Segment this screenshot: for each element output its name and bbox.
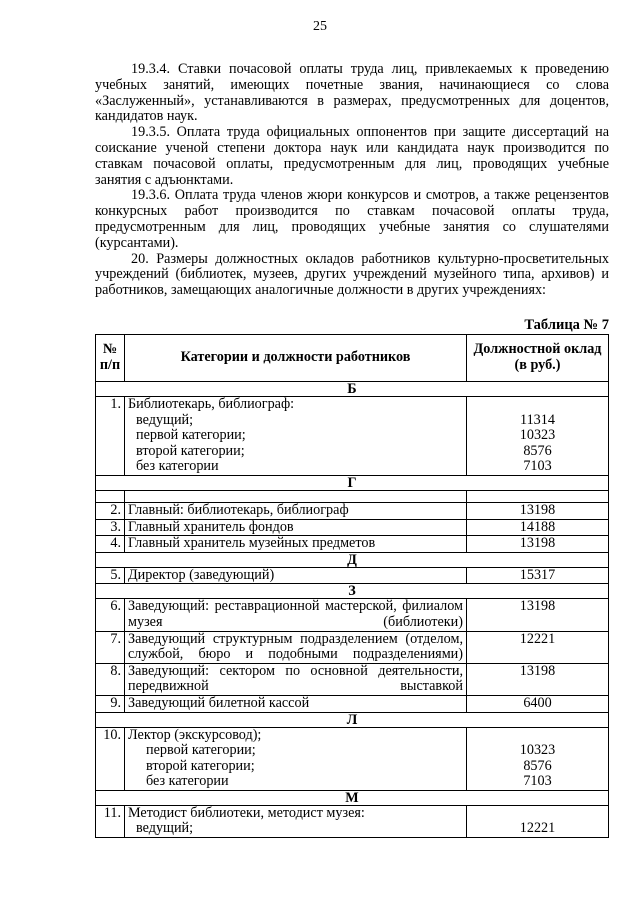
- table-row: [96, 631, 609, 663]
- row-subcategory: первой категории;: [146, 742, 256, 759]
- section-letter: Д: [96, 552, 609, 567]
- salary-value: 11314: [520, 411, 555, 428]
- row-salary: 13198: [467, 502, 609, 519]
- row-number: 5.: [96, 567, 125, 584]
- row-category: [125, 727, 467, 790]
- salary-table: [95, 334, 609, 838]
- row-subcategory: второй категории;: [146, 757, 255, 774]
- paragraph-19-3-6: 19.3.6. Оплата труда членов жюри конкурсов и смотров, а также рецензентов конкурсных работ производится по ставкам почасовой оплаты труда, предусмотренным для лиц, проводящих учебные занятия со слушателями (курсантами).: [95, 187, 609, 251]
- section-row: [96, 584, 609, 599]
- table-row: [96, 695, 609, 712]
- section-row: [96, 790, 609, 805]
- header-salary: Должностной оклад (в руб.): [467, 335, 609, 382]
- salary-value: 10323: [519, 427, 556, 444]
- body-text: [95, 62, 609, 299]
- page-number: 25: [313, 19, 327, 34]
- row-salary: [467, 727, 609, 790]
- row-subcategory: без категории: [146, 773, 229, 790]
- row-category: [125, 663, 467, 695]
- row-category: [125, 397, 467, 476]
- row-subcategory: второй категории;: [136, 442, 245, 459]
- section-letter: М: [96, 790, 609, 805]
- row-category: Главный: библиотекарь, библиограф: [125, 502, 467, 519]
- table-row: [96, 599, 609, 631]
- row-number: 4.: [96, 536, 125, 553]
- salary-value: 12221: [519, 820, 556, 837]
- row-category: Директор (заведующий): [125, 567, 467, 584]
- row-salary: 13198: [467, 599, 609, 631]
- row-salary: 13198: [467, 663, 609, 695]
- row-number: 10.: [96, 727, 125, 790]
- salary-value: 7103: [523, 773, 552, 790]
- table-row: [96, 519, 609, 536]
- section-row: [96, 552, 609, 567]
- row-number: 1.: [96, 397, 125, 476]
- row-category: Главный хранитель музейных предметов: [125, 536, 467, 553]
- row-title: Заведующий: сектором по основной деятельности, передвижной выставкой: [128, 662, 463, 695]
- row-number: 7.: [96, 631, 125, 663]
- salary-value: 8576: [523, 757, 552, 774]
- row-category: Заведующий билетной кассой: [125, 695, 467, 712]
- salary-value: 7103: [523, 458, 552, 475]
- row-number: 6.: [96, 599, 125, 631]
- row-title: Заведующий: реставрационной мастерской, филиалом музея (библиотеки): [128, 598, 463, 630]
- row-title: Методист библиотеки, методист музея:: [128, 804, 365, 821]
- row-salary: 13198: [467, 536, 609, 553]
- section-row: [96, 712, 609, 727]
- row-salary: [467, 397, 609, 476]
- paragraph-19-3-4: 19.3.4. Ставки почасовой оплаты труда лиц, привлекаемых к проведению учебных занятий, имеющих почетные звания, начинающиеся со слова «Заслуженный», устанавливаются в размерах, предусмотренных для доцентов, кандидатов наук.: [95, 61, 609, 125]
- section-letter: Г: [96, 475, 609, 490]
- paragraph-19-3-5: 19.3.5. Оплата труда официальных оппонентов при защите диссертаций на соискание ученой степени доктора наук или кандидата наук производится по ставкам почасовой оплаты, предусмотренным для лиц, проводящих учебные занятия с адъюнктами.: [95, 124, 609, 188]
- section-row: [96, 382, 609, 397]
- row-subcategory: первой категории;: [136, 427, 246, 444]
- row-salary: 12221: [467, 631, 609, 663]
- salary-value: 10323: [519, 742, 556, 759]
- table-row: [96, 663, 609, 695]
- row-category: [125, 631, 467, 663]
- row-number: 11.: [96, 805, 125, 837]
- section-letter: Л: [96, 712, 609, 727]
- table-row: [96, 727, 609, 790]
- row-subcategory: без категории: [136, 458, 219, 475]
- row-salary: 6400: [467, 695, 609, 712]
- row-category: [125, 805, 467, 837]
- section-letter: Б: [96, 382, 609, 397]
- row-title: Лектор (экскурсовод);: [128, 726, 262, 743]
- salary-value: 8576: [523, 442, 552, 459]
- row-subcategory: ведущий;: [136, 411, 194, 428]
- row-category: [125, 599, 467, 631]
- row-subcategory: ведущий;: [136, 820, 194, 837]
- table-row: [96, 567, 609, 584]
- row-number: 9.: [96, 695, 125, 712]
- row-title: Библиотекарь, библиограф:: [128, 396, 295, 412]
- table-row: [96, 805, 609, 837]
- row-salary: [467, 805, 609, 837]
- section-letter: З: [96, 584, 609, 599]
- row-title: Заведующий структурным подразделением (отделом, службой, бюро и подобными подразделениями): [128, 630, 463, 663]
- header-num: № п/п: [96, 335, 125, 382]
- table-row: [96, 536, 609, 553]
- paragraph-20: 20. Размеры должностных окладов работников культурно-просветительных учреждений (библиотек, музеев, других учреждений музейного типа, архивов) и работников, замещающих аналогичные должности в других учреждениях:: [95, 250, 609, 299]
- table-row: [96, 502, 609, 519]
- section-row: [96, 475, 609, 490]
- row-salary: 15317: [467, 567, 609, 584]
- row-number: 2.: [96, 502, 125, 519]
- table-row: [96, 397, 609, 476]
- table-caption: Таблица № 7: [524, 317, 609, 333]
- row-category: Главный хранитель фондов: [125, 519, 467, 536]
- header-category: Категории и должности работников: [125, 335, 467, 382]
- row-number: 8.: [96, 663, 125, 695]
- row-number: 3.: [96, 519, 125, 536]
- empty-row: [96, 490, 609, 502]
- table-header-row: [96, 335, 609, 382]
- row-salary: 14188: [467, 519, 609, 536]
